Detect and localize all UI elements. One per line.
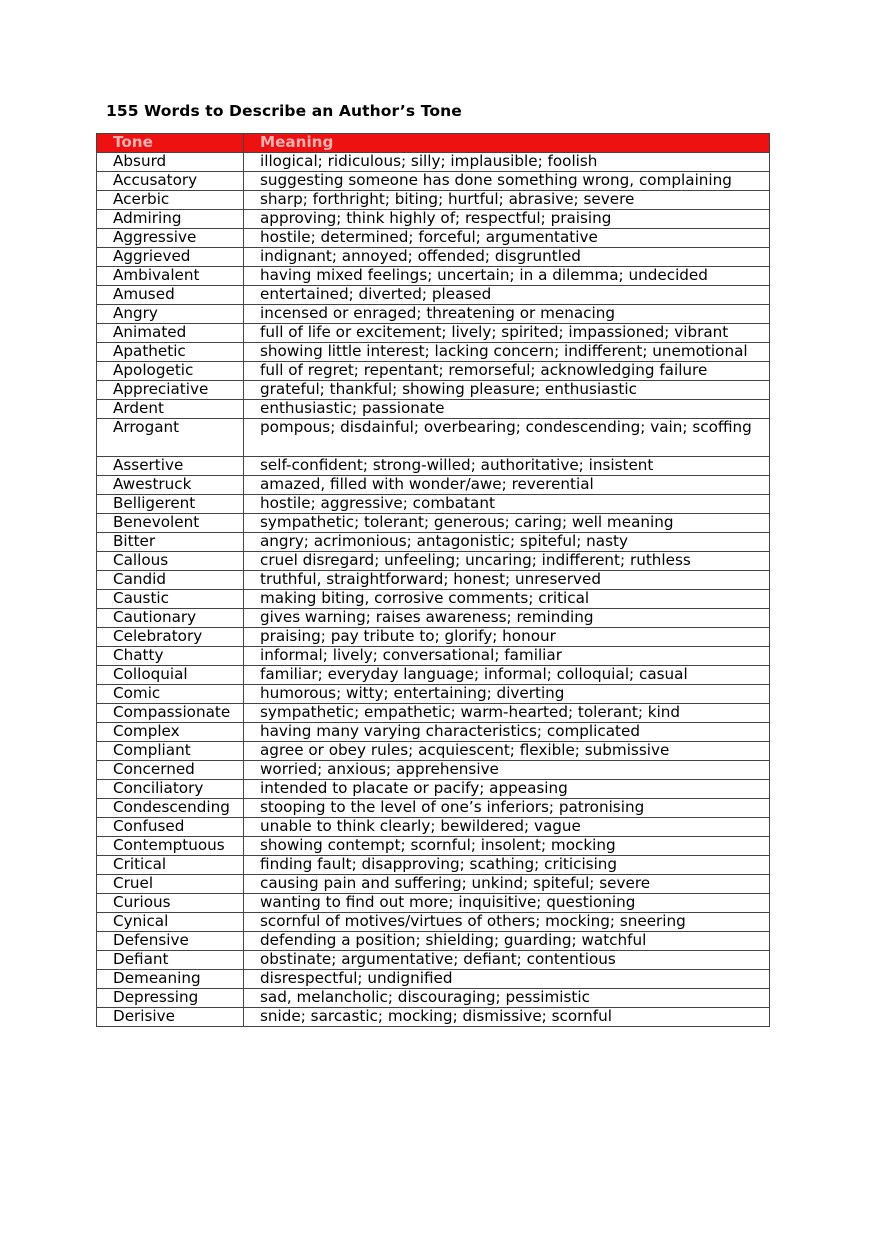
table-row bbox=[97, 913, 770, 932]
tone-cell: Curious bbox=[97, 894, 244, 913]
tone-cell: Angry bbox=[97, 305, 244, 324]
meaning-cell: having mixed feelings; uncertain; in a dilemma; undecided bbox=[244, 267, 770, 286]
table-row bbox=[97, 362, 770, 381]
table-row bbox=[97, 666, 770, 685]
table-row bbox=[97, 571, 770, 590]
table-row bbox=[97, 1008, 770, 1027]
table-row bbox=[97, 248, 770, 267]
table-row bbox=[97, 609, 770, 628]
meaning-cell: humorous; witty; entertaining; diverting bbox=[244, 685, 770, 704]
table-row bbox=[97, 837, 770, 856]
tone-cell: Cautionary bbox=[97, 609, 244, 628]
table-row bbox=[97, 495, 770, 514]
tone-cell: Conciliatory bbox=[97, 780, 244, 799]
tone-cell: Complex bbox=[97, 723, 244, 742]
meaning-cell: stooping to the level of one’s inferiors; patronising bbox=[244, 799, 770, 818]
tone-cell: Cynical bbox=[97, 913, 244, 932]
tone-cell: Callous bbox=[97, 552, 244, 571]
meaning-cell: praising; pay tribute to; glorify; honour bbox=[244, 628, 770, 647]
tone-cell: Defensive bbox=[97, 932, 244, 951]
table-row bbox=[97, 457, 770, 476]
tone-cell: Chatty bbox=[97, 647, 244, 666]
meaning-cell: truthful, straightforward; honest; unreserved bbox=[244, 571, 770, 590]
meaning-cell: familiar; everyday language; informal; colloquial; casual bbox=[244, 666, 770, 685]
table-row bbox=[97, 742, 770, 761]
table-row bbox=[97, 704, 770, 723]
tone-cell: Ardent bbox=[97, 400, 244, 419]
meaning-cell: approving; think highly of; respectful; praising bbox=[244, 210, 770, 229]
meaning-cell: sympathetic; tolerant; generous; caring; well meaning bbox=[244, 514, 770, 533]
tone-cell: Candid bbox=[97, 571, 244, 590]
table-row bbox=[97, 951, 770, 970]
meaning-cell: defending a position; shielding; guarding; watchful bbox=[244, 932, 770, 951]
meaning-cell: full of life or excitement; lively; spirited; impassioned; vibrant bbox=[244, 324, 770, 343]
tone-cell: Awestruck bbox=[97, 476, 244, 495]
meaning-cell: angry; acrimonious; antagonistic; spiteful; nasty bbox=[244, 533, 770, 552]
meaning-cell: gives warning; raises awareness; reminding bbox=[244, 609, 770, 628]
meaning-cell: snide; sarcastic; mocking; dismissive; scornful bbox=[244, 1008, 770, 1027]
meaning-cell: sharp; forthright; biting; hurtful; abrasive; severe bbox=[244, 191, 770, 210]
tone-cell: Assertive bbox=[97, 457, 244, 476]
meaning-cell: finding fault; disapproving; scathing; criticising bbox=[244, 856, 770, 875]
meaning-cell: suggesting someone has done something wrong, complaining bbox=[244, 172, 770, 191]
header-tone: Tone bbox=[97, 134, 244, 153]
tone-cell: Condescending bbox=[97, 799, 244, 818]
meaning-cell: hostile; aggressive; combatant bbox=[244, 495, 770, 514]
tone-cell: Demeaning bbox=[97, 970, 244, 989]
table-row bbox=[97, 780, 770, 799]
meaning-cell: enthusiastic; passionate bbox=[244, 400, 770, 419]
table-row bbox=[97, 210, 770, 229]
tone-cell: Appreciative bbox=[97, 381, 244, 400]
meaning-cell: hostile; determined; forceful; argumentative bbox=[244, 229, 770, 248]
document-title: 155 Words to Describe an Author’s Tone bbox=[106, 102, 462, 120]
table-row bbox=[97, 685, 770, 704]
table-row bbox=[97, 400, 770, 419]
meaning-cell: showing little interest; lacking concern; indifferent; unemotional bbox=[244, 343, 770, 362]
meaning-cell: wanting to find out more; inquisitive; questioning bbox=[244, 894, 770, 913]
table-row bbox=[97, 875, 770, 894]
tone-cell: Comic bbox=[97, 685, 244, 704]
table-row bbox=[97, 305, 770, 324]
table-row bbox=[97, 476, 770, 495]
tone-cell: Colloquial bbox=[97, 666, 244, 685]
table-row bbox=[97, 628, 770, 647]
meaning-cell: sympathetic; empathetic; warm-hearted; tolerant; kind bbox=[244, 704, 770, 723]
table-header-row bbox=[97, 134, 770, 153]
table-row bbox=[97, 324, 770, 343]
table-row bbox=[97, 590, 770, 609]
table-row bbox=[97, 533, 770, 552]
tone-cell: Depressing bbox=[97, 989, 244, 1008]
table-row bbox=[97, 799, 770, 818]
tone-cell: Admiring bbox=[97, 210, 244, 229]
table-row bbox=[97, 343, 770, 362]
tone-cell: Apologetic bbox=[97, 362, 244, 381]
header-meaning: Meaning bbox=[244, 134, 770, 153]
table-row bbox=[97, 191, 770, 210]
meaning-cell: scornful of motives/virtues of others; mocking; sneering bbox=[244, 913, 770, 932]
meaning-cell: sad, melancholic; discouraging; pessimistic bbox=[244, 989, 770, 1008]
tone-cell: Cruel bbox=[97, 875, 244, 894]
tone-cell: Benevolent bbox=[97, 514, 244, 533]
meaning-cell: cruel disregard; unfeeling; uncaring; indifferent; ruthless bbox=[244, 552, 770, 571]
meaning-cell: entertained; diverted; pleased bbox=[244, 286, 770, 305]
tone-cell: Contemptuous bbox=[97, 837, 244, 856]
tone-cell: Arrogant bbox=[97, 419, 244, 457]
meaning-cell: intended to placate or pacify; appeasing bbox=[244, 780, 770, 799]
table-row bbox=[97, 723, 770, 742]
table-row bbox=[97, 514, 770, 533]
meaning-cell: self-confident; strong-willed; authoritative; insistent bbox=[244, 457, 770, 476]
meaning-cell: grateful; thankful; showing pleasure; enthusiastic bbox=[244, 381, 770, 400]
table-row bbox=[97, 761, 770, 780]
tone-cell: Compliant bbox=[97, 742, 244, 761]
table-row bbox=[97, 267, 770, 286]
tone-cell: Bitter bbox=[97, 533, 244, 552]
table-row bbox=[97, 856, 770, 875]
tone-cell: Critical bbox=[97, 856, 244, 875]
meaning-cell: worried; anxious; apprehensive bbox=[244, 761, 770, 780]
meaning-cell: agree or obey rules; acquiescent; flexible; submissive bbox=[244, 742, 770, 761]
table-row bbox=[97, 647, 770, 666]
meaning-cell: informal; lively; conversational; familiar bbox=[244, 647, 770, 666]
meaning-cell: obstinate; argumentative; defiant; contentious bbox=[244, 951, 770, 970]
table-row bbox=[97, 894, 770, 913]
meaning-cell: indignant; annoyed; offended; disgruntled bbox=[244, 248, 770, 267]
table-row bbox=[97, 172, 770, 191]
table-row bbox=[97, 989, 770, 1008]
table-row bbox=[97, 970, 770, 989]
meaning-cell: disrespectful; undignified bbox=[244, 970, 770, 989]
table-row bbox=[97, 818, 770, 837]
table-row bbox=[97, 381, 770, 400]
table-row bbox=[97, 932, 770, 951]
tone-cell: Acerbic bbox=[97, 191, 244, 210]
meaning-cell: amazed, filled with wonder/awe; reverential bbox=[244, 476, 770, 495]
tone-cell: Belligerent bbox=[97, 495, 244, 514]
meaning-cell: making biting, corrosive comments; critical bbox=[244, 590, 770, 609]
tone-cell: Apathetic bbox=[97, 343, 244, 362]
tone-cell: Confused bbox=[97, 818, 244, 837]
tone-cell: Ambivalent bbox=[97, 267, 244, 286]
tone-cell: Accusatory bbox=[97, 172, 244, 191]
tone-cell: Defiant bbox=[97, 951, 244, 970]
meaning-cell: having many varying characteristics; complicated bbox=[244, 723, 770, 742]
meaning-cell: pompous; disdainful; overbearing; condescending; vain; scoffing bbox=[244, 419, 770, 457]
tone-cell: Caustic bbox=[97, 590, 244, 609]
table-row bbox=[97, 552, 770, 571]
tone-cell: Derisive bbox=[97, 1008, 244, 1027]
table-row bbox=[97, 153, 770, 172]
tone-cell: Aggrieved bbox=[97, 248, 244, 267]
tone-cell: Animated bbox=[97, 324, 244, 343]
table-row bbox=[97, 229, 770, 248]
meaning-cell: full of regret; repentant; remorseful; acknowledging failure bbox=[244, 362, 770, 381]
tone-cell: Amused bbox=[97, 286, 244, 305]
tone-cell: Compassionate bbox=[97, 704, 244, 723]
tone-cell: Aggressive bbox=[97, 229, 244, 248]
table-row bbox=[97, 419, 770, 457]
meaning-cell: unable to think clearly; bewildered; vague bbox=[244, 818, 770, 837]
meaning-cell: causing pain and suffering; unkind; spiteful; severe bbox=[244, 875, 770, 894]
tone-cell: Absurd bbox=[97, 153, 244, 172]
tone-table bbox=[96, 133, 770, 1027]
meaning-cell: showing contempt; scornful; insolent; mocking bbox=[244, 837, 770, 856]
tone-cell: Celebratory bbox=[97, 628, 244, 647]
meaning-cell: illogical; ridiculous; silly; implausible; foolish bbox=[244, 153, 770, 172]
table-row bbox=[97, 286, 770, 305]
tone-cell: Concerned bbox=[97, 761, 244, 780]
meaning-cell: incensed or enraged; threatening or menacing bbox=[244, 305, 770, 324]
